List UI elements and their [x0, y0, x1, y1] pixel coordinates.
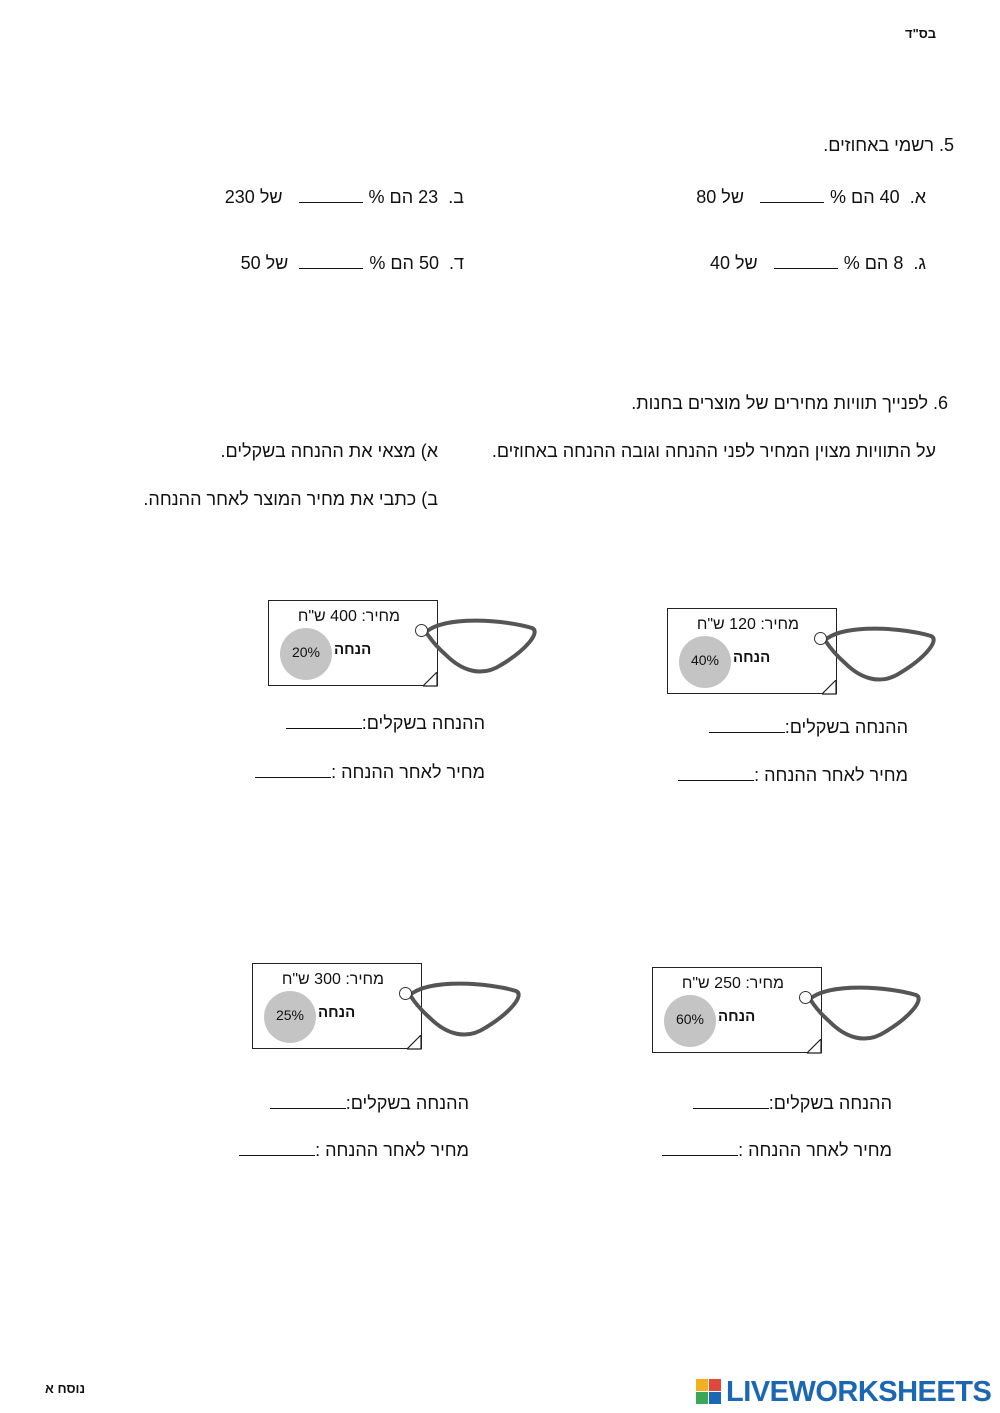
tag1-price-after-line: מחיר לאחר ההנחה :	[678, 764, 908, 786]
discount-circle	[264, 991, 316, 1043]
tag2-price-after-blank[interactable]	[255, 761, 331, 778]
discount-word: הנחה	[733, 649, 771, 666]
q6-title: 6. לפנייך תוויות מחירים של מוצרים בחנות.	[631, 393, 948, 413]
tag-hole-icon	[415, 624, 428, 637]
tag4-price-after-blank[interactable]	[239, 1139, 315, 1156]
tag1-price-after-blank[interactable]	[678, 764, 754, 781]
discount-circle	[280, 628, 332, 680]
price-tag-1	[667, 608, 837, 694]
logo-text: LIVEWORKSHEETS	[726, 1376, 992, 1408]
discount-circle	[664, 995, 716, 1047]
q5-answer-a-blank[interactable]	[760, 186, 824, 203]
discount-percent: 60%	[675, 1011, 705, 1027]
tag3-discount-line: ההנחה בשקלים:	[693, 1092, 892, 1114]
tag-fold-icon	[423, 672, 439, 688]
tag-fold-icon	[822, 680, 838, 696]
tag-price: מחיר: 300 ש"ח	[281, 971, 384, 988]
discount-percent: 20%	[291, 644, 321, 660]
tag-price: מחיר: 400 ש"ח	[297, 608, 400, 625]
q5-item-d: ד. 50 הם % של 50	[240, 253, 464, 273]
tag3-price-after-blank[interactable]	[662, 1139, 738, 1156]
price-tag-2	[268, 600, 438, 686]
q5-item-b: ב. 23 הם % של 230	[224, 187, 464, 207]
tag1-discount-line: ההנחה בשקלים:	[709, 716, 908, 738]
tag1-discount-blank[interactable]	[709, 716, 785, 733]
tag-string-icon	[400, 973, 525, 1043]
tag-hole-icon	[799, 991, 812, 1004]
discount-word: הנחה	[718, 1008, 756, 1025]
tag3-price-after-line: מחיר לאחר ההנחה :	[662, 1139, 892, 1161]
header-corner-mark: בס"ד	[905, 26, 937, 41]
tag2-discount-line: ההנחה בשקלים:	[286, 712, 485, 734]
tag2-discount-blank[interactable]	[286, 712, 362, 729]
discount-circle	[679, 636, 731, 688]
tag-string-icon	[800, 977, 925, 1047]
q5-answer-b-blank[interactable]	[299, 186, 363, 203]
logo-grid-icon	[696, 1379, 722, 1405]
tag-hole-icon	[399, 987, 412, 1000]
price-tag-4	[252, 963, 422, 1049]
q6-task-a: א) מצאי את ההנחה בשקלים.	[220, 441, 438, 461]
tag-fold-icon	[407, 1035, 423, 1051]
tag2-price-after-line: מחיר לאחר ההנחה :	[255, 761, 485, 783]
tag4-discount-line: ההנחה בשקלים:	[270, 1092, 469, 1114]
q5-answer-d-blank[interactable]	[299, 252, 363, 269]
q6-task-b: ב) כתבי את מחיר המוצר לאחר ההנחה.	[143, 489, 438, 509]
discount-percent: 25%	[275, 1007, 305, 1023]
discount-word: הנחה	[334, 641, 372, 658]
q5-answer-c-blank[interactable]	[774, 252, 838, 269]
q5-item-c: ג. 8 הם % של 40	[709, 253, 926, 273]
tag-string-icon	[416, 610, 541, 680]
tag4-discount-blank[interactable]	[270, 1092, 346, 1109]
tag-string-icon	[815, 618, 940, 688]
q6-intro: על התוויות מצוין המחיר לפני ההנחה וגובה ההנחה באחוזים.	[491, 441, 936, 461]
price-tag-3	[652, 967, 822, 1053]
tag-fold-icon	[807, 1039, 823, 1055]
tag-price: מחיר: 250 ש"ח	[681, 975, 784, 992]
footer-version: נוסח א	[45, 1381, 86, 1396]
discount-word: הנחה	[318, 1004, 356, 1021]
tag3-discount-blank[interactable]	[693, 1092, 769, 1109]
q5-title: 5. רשמי באחוזים.	[823, 135, 954, 155]
discount-percent: 40%	[690, 652, 720, 668]
tag4-price-after-line: מחיר לאחר ההנחה :	[239, 1139, 469, 1161]
q5-item-a: א. 40 הם % של 80	[696, 187, 926, 207]
tag-price: מחיר: 120 ש"ח	[696, 616, 799, 633]
tag-hole-icon	[814, 632, 827, 645]
